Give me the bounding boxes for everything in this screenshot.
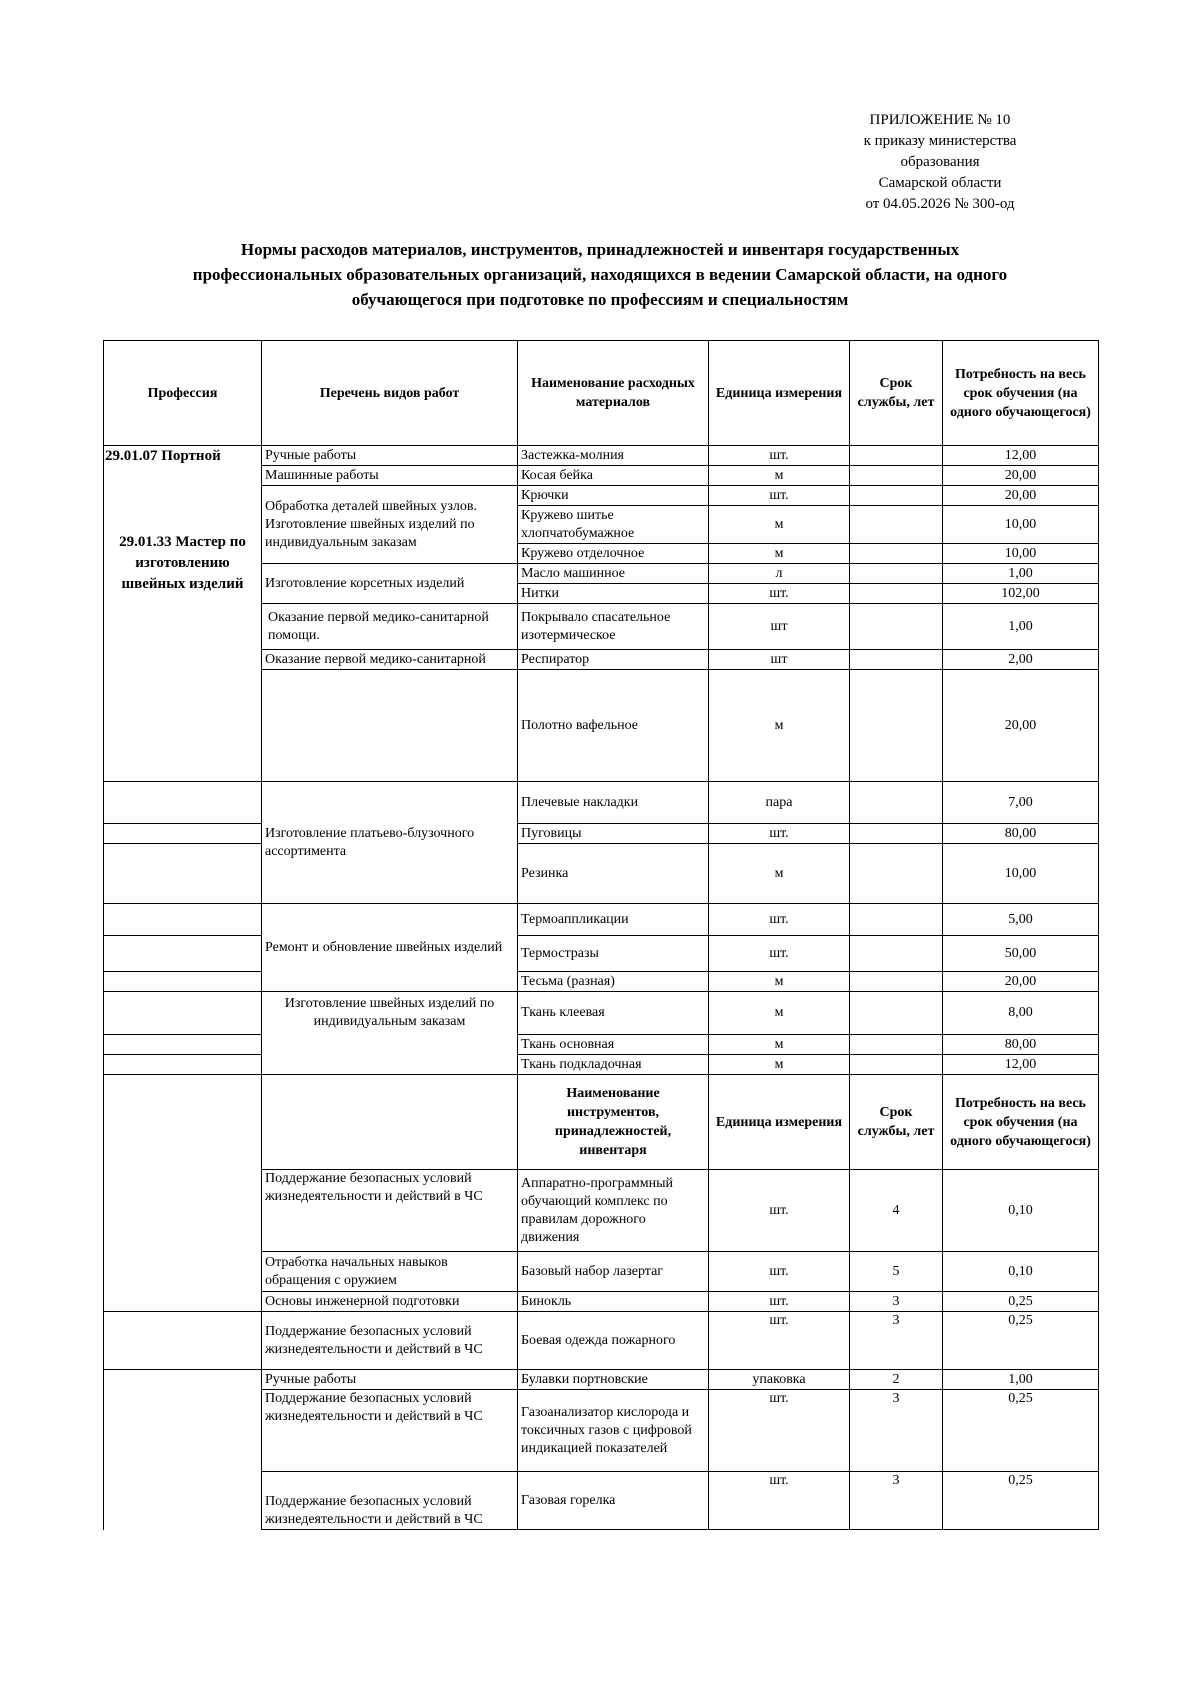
appendix-line: ПРИЛОЖЕНИЕ № 10	[869, 112, 1011, 128]
material-name: Плечевые накладки	[518, 782, 709, 824]
material-life	[850, 446, 943, 466]
work-cell: Изготовление корсетных изделий	[262, 564, 518, 604]
work-cell: Машинные работы	[262, 466, 518, 486]
table-row	[104, 782, 1099, 824]
table-row	[104, 1312, 1099, 1370]
tool-name: Газоанализатор кислорода и токсичных газов с цифровой индикацией показателей	[518, 1390, 709, 1472]
header-need-2: Потребность на весь срок обучения (на одного обучающегося)	[943, 1075, 1099, 1170]
work-cell-empty	[262, 670, 518, 782]
table-row	[104, 992, 1099, 1035]
appendix-line: к приказу министерства	[863, 133, 1017, 149]
material-need: 5,00	[943, 904, 1099, 936]
material-need: 20,00	[943, 486, 1099, 506]
profession-cell-empty	[104, 972, 262, 992]
work-cell-empty	[262, 1075, 518, 1170]
material-name: Крючки	[518, 486, 709, 506]
tool-name: Базовый набор лазертаг	[518, 1252, 709, 1292]
table-row	[104, 972, 1099, 992]
header-service-life: Срок службы, лет	[850, 341, 943, 446]
material-need: 7,00	[943, 782, 1099, 824]
tool-life: 3	[850, 1390, 943, 1472]
material-need: 20,00	[943, 466, 1099, 486]
material-unit: л	[709, 564, 850, 584]
norms-table	[103, 340, 1099, 1530]
material-need: 2,00	[943, 650, 1099, 670]
header-materials: Наименование расходных материалов	[518, 341, 709, 446]
work-cell: Ручные работы	[262, 1370, 518, 1390]
profession-cell-empty	[104, 1292, 262, 1312]
material-unit: шт	[709, 604, 850, 650]
material-unit: м	[709, 1055, 850, 1075]
work-cell: Ручные работы	[262, 446, 518, 466]
material-life	[850, 506, 943, 544]
tool-unit: шт.	[709, 1472, 850, 1530]
material-life	[850, 466, 943, 486]
material-need: 1,00	[943, 564, 1099, 584]
profession-1: 29.01.07 Портной	[105, 448, 221, 464]
table-row	[104, 1370, 1099, 1390]
document-title	[120, 237, 1080, 312]
material-name: Покрывало спасательное изотермическое	[518, 604, 709, 650]
material-need: 1,00	[943, 604, 1099, 650]
material-unit: шт.	[709, 904, 850, 936]
material-need: 50,00	[943, 936, 1099, 972]
material-unit: шт.	[709, 824, 850, 844]
tool-name: Газовая горелка	[518, 1472, 709, 1530]
material-unit: м	[709, 972, 850, 992]
title-line: профессиональных образовательных организаций, находящихся в ведении Самарской области, на одного	[192, 265, 1008, 284]
material-need: 10,00	[943, 844, 1099, 904]
tool-need: 0,25	[943, 1292, 1099, 1312]
tool-need: 0,25	[943, 1312, 1099, 1370]
table-row	[104, 446, 1099, 466]
header-need: Потребность на весь срок обучения (на одного обучающегося)	[943, 341, 1099, 446]
material-need: 20,00	[943, 670, 1099, 782]
material-unit: м	[709, 466, 850, 486]
material-life	[850, 1035, 943, 1055]
material-name: Термостразы	[518, 936, 709, 972]
material-name: Нитки	[518, 584, 709, 604]
material-life	[850, 992, 943, 1035]
table-row	[104, 1292, 1099, 1312]
material-unit: м	[709, 670, 850, 782]
material-name: Застежка-молния	[518, 446, 709, 466]
material-name: Масло машинное	[518, 564, 709, 584]
material-name: Косая бейка	[518, 466, 709, 486]
material-need: 102,00	[943, 584, 1099, 604]
tool-need: 0,25	[943, 1390, 1099, 1472]
material-name: Кружево шитье хлопчатобумажное	[518, 506, 709, 544]
table-row	[104, 904, 1099, 936]
material-unit: шт.	[709, 446, 850, 466]
tool-life: 3	[850, 1312, 943, 1370]
work-cell: Изготовление платьево-блузочного ассортимента	[262, 782, 518, 904]
work-cell: Основы инженерной подготовки	[262, 1292, 518, 1312]
material-unit: м	[709, 992, 850, 1035]
tool-unit: шт.	[709, 1312, 850, 1370]
work-cell: Ремонт и обновление швейных изделий	[262, 904, 518, 992]
work-cell: Оказание первой медико-санитарной помощи.	[262, 604, 518, 650]
header-works: Перечень видов работ	[262, 341, 518, 446]
material-life	[850, 544, 943, 564]
material-life	[850, 584, 943, 604]
material-life	[850, 604, 943, 650]
material-name: Резинка	[518, 844, 709, 904]
material-life	[850, 650, 943, 670]
material-name: Респиратор	[518, 650, 709, 670]
tool-name: Аппаратно-программный обучающий комплекс по правилам дорожного движения	[518, 1170, 709, 1252]
material-name: Ткань подкладочная	[518, 1055, 709, 1075]
material-need: 10,00	[943, 544, 1099, 564]
material-life	[850, 486, 943, 506]
material-need: 12,00	[943, 446, 1099, 466]
tool-life: 4	[850, 1170, 943, 1252]
table-row	[104, 824, 1099, 844]
profession-cell-empty	[104, 1312, 262, 1370]
profession-cell-empty	[104, 824, 262, 844]
material-unit: шт.	[709, 936, 850, 972]
table-row	[104, 1055, 1099, 1075]
material-unit: шт	[709, 650, 850, 670]
tool-name: Бинокль	[518, 1292, 709, 1312]
table-row	[104, 844, 1099, 904]
work-cell: Отработка начальных навыков обращения с оружием	[262, 1252, 518, 1292]
work-cell: Изготовление швейных изделий по индивидуальным заказам	[262, 992, 518, 1075]
material-name: Пуговицы	[518, 824, 709, 844]
material-need: 10,00	[943, 506, 1099, 544]
header-unit-2: Единица измерения	[709, 1075, 850, 1170]
material-unit: шт.	[709, 584, 850, 604]
work-cell: Поддержание безопасных условий жизнедеятельности и действий в ЧС	[262, 1312, 518, 1370]
tool-need: 0,25	[943, 1472, 1099, 1530]
tool-need: 0,10	[943, 1170, 1099, 1252]
appendix-block	[790, 110, 1090, 215]
tool-unit: шт.	[709, 1252, 850, 1292]
tool-unit: шт.	[709, 1390, 850, 1472]
appendix-line: образования	[900, 154, 980, 170]
material-unit: м	[709, 844, 850, 904]
material-life	[850, 670, 943, 782]
profession-2: 29.01.33 Мастер по изготовлению швейных изделий	[119, 534, 246, 592]
profession-cell-empty	[104, 904, 262, 936]
profession-cell-empty	[104, 936, 262, 972]
header-service-life-2: Срок службы, лет	[850, 1075, 943, 1170]
appendix-line: от 04.05.2026 № 300-од	[865, 196, 1015, 212]
work-cell: Поддержание безопасных условий жизнедеятельности и действий в ЧС	[262, 1390, 518, 1472]
tool-life: 3	[850, 1472, 943, 1530]
tool-name: Булавки портновские	[518, 1370, 709, 1390]
material-name: Термоаппликации	[518, 904, 709, 936]
tool-unit: упаковка	[709, 1370, 850, 1390]
title-line: обучающегося при подготовке по профессиям и специальностям	[351, 290, 849, 309]
header-unit: Единица измерения	[709, 341, 850, 446]
material-unit: м	[709, 1035, 850, 1055]
material-need: 20,00	[943, 972, 1099, 992]
material-name: Ткань основная	[518, 1035, 709, 1055]
tool-life: 5	[850, 1252, 943, 1292]
profession-cell-empty	[104, 1055, 262, 1075]
appendix-line: Самарской области	[878, 175, 1002, 191]
work-cell: Обработка деталей швейных узлов. Изготовление швейных изделий по индивидуальным заказам	[262, 486, 518, 564]
profession-cell-empty	[104, 844, 262, 904]
material-unit: пара	[709, 782, 850, 824]
work-cell: Поддержание безопасных условий жизнедеятельности и действий в ЧС	[262, 1170, 518, 1252]
material-life	[850, 904, 943, 936]
material-need: 80,00	[943, 824, 1099, 844]
tool-unit: шт.	[709, 1292, 850, 1312]
material-life	[850, 1055, 943, 1075]
material-unit: м	[709, 506, 850, 544]
material-need: 80,00	[943, 1035, 1099, 1055]
table-row	[104, 1035, 1099, 1055]
material-life	[850, 844, 943, 904]
table-row	[104, 936, 1099, 972]
work-cell: Поддержание безопасных условий жизнедеятельности и действий в ЧС	[262, 1472, 518, 1530]
header-profession: Профессия	[104, 341, 262, 446]
title-line: Нормы расходов материалов, инструментов, принадлежностей и инвентаря государственных	[240, 240, 960, 259]
material-life	[850, 564, 943, 584]
material-unit: м	[709, 544, 850, 564]
tool-name: Боевая одежда пожарного	[518, 1312, 709, 1370]
table-subheader-row	[104, 1075, 1099, 1170]
work-cell: Оказание первой медико-санитарной	[262, 650, 518, 670]
profession-cell-empty	[104, 1370, 262, 1530]
profession-cell	[104, 446, 262, 782]
profession-cell-empty	[104, 1035, 262, 1055]
material-need: 8,00	[943, 992, 1099, 1035]
material-name: Тесьма (разная)	[518, 972, 709, 992]
material-life	[850, 782, 943, 824]
profession-cell-empty	[104, 1075, 262, 1292]
table-header-row	[104, 341, 1099, 446]
material-name: Ткань клеевая	[518, 992, 709, 1035]
tool-life: 2	[850, 1370, 943, 1390]
header-tools: Наименование инструментов, принадлежностей, инвентаря	[518, 1075, 709, 1170]
tool-life: 3	[850, 1292, 943, 1312]
profession-cell-empty	[104, 782, 262, 824]
material-name: Кружево отделочное	[518, 544, 709, 564]
material-life	[850, 824, 943, 844]
tool-need: 1,00	[943, 1370, 1099, 1390]
material-life	[850, 972, 943, 992]
material-life	[850, 936, 943, 972]
profession-cell-empty	[104, 992, 262, 1035]
material-need: 12,00	[943, 1055, 1099, 1075]
tool-unit: шт.	[709, 1170, 850, 1252]
material-unit: шт.	[709, 486, 850, 506]
material-name: Полотно вафельное	[518, 670, 709, 782]
tool-need: 0,10	[943, 1252, 1099, 1292]
